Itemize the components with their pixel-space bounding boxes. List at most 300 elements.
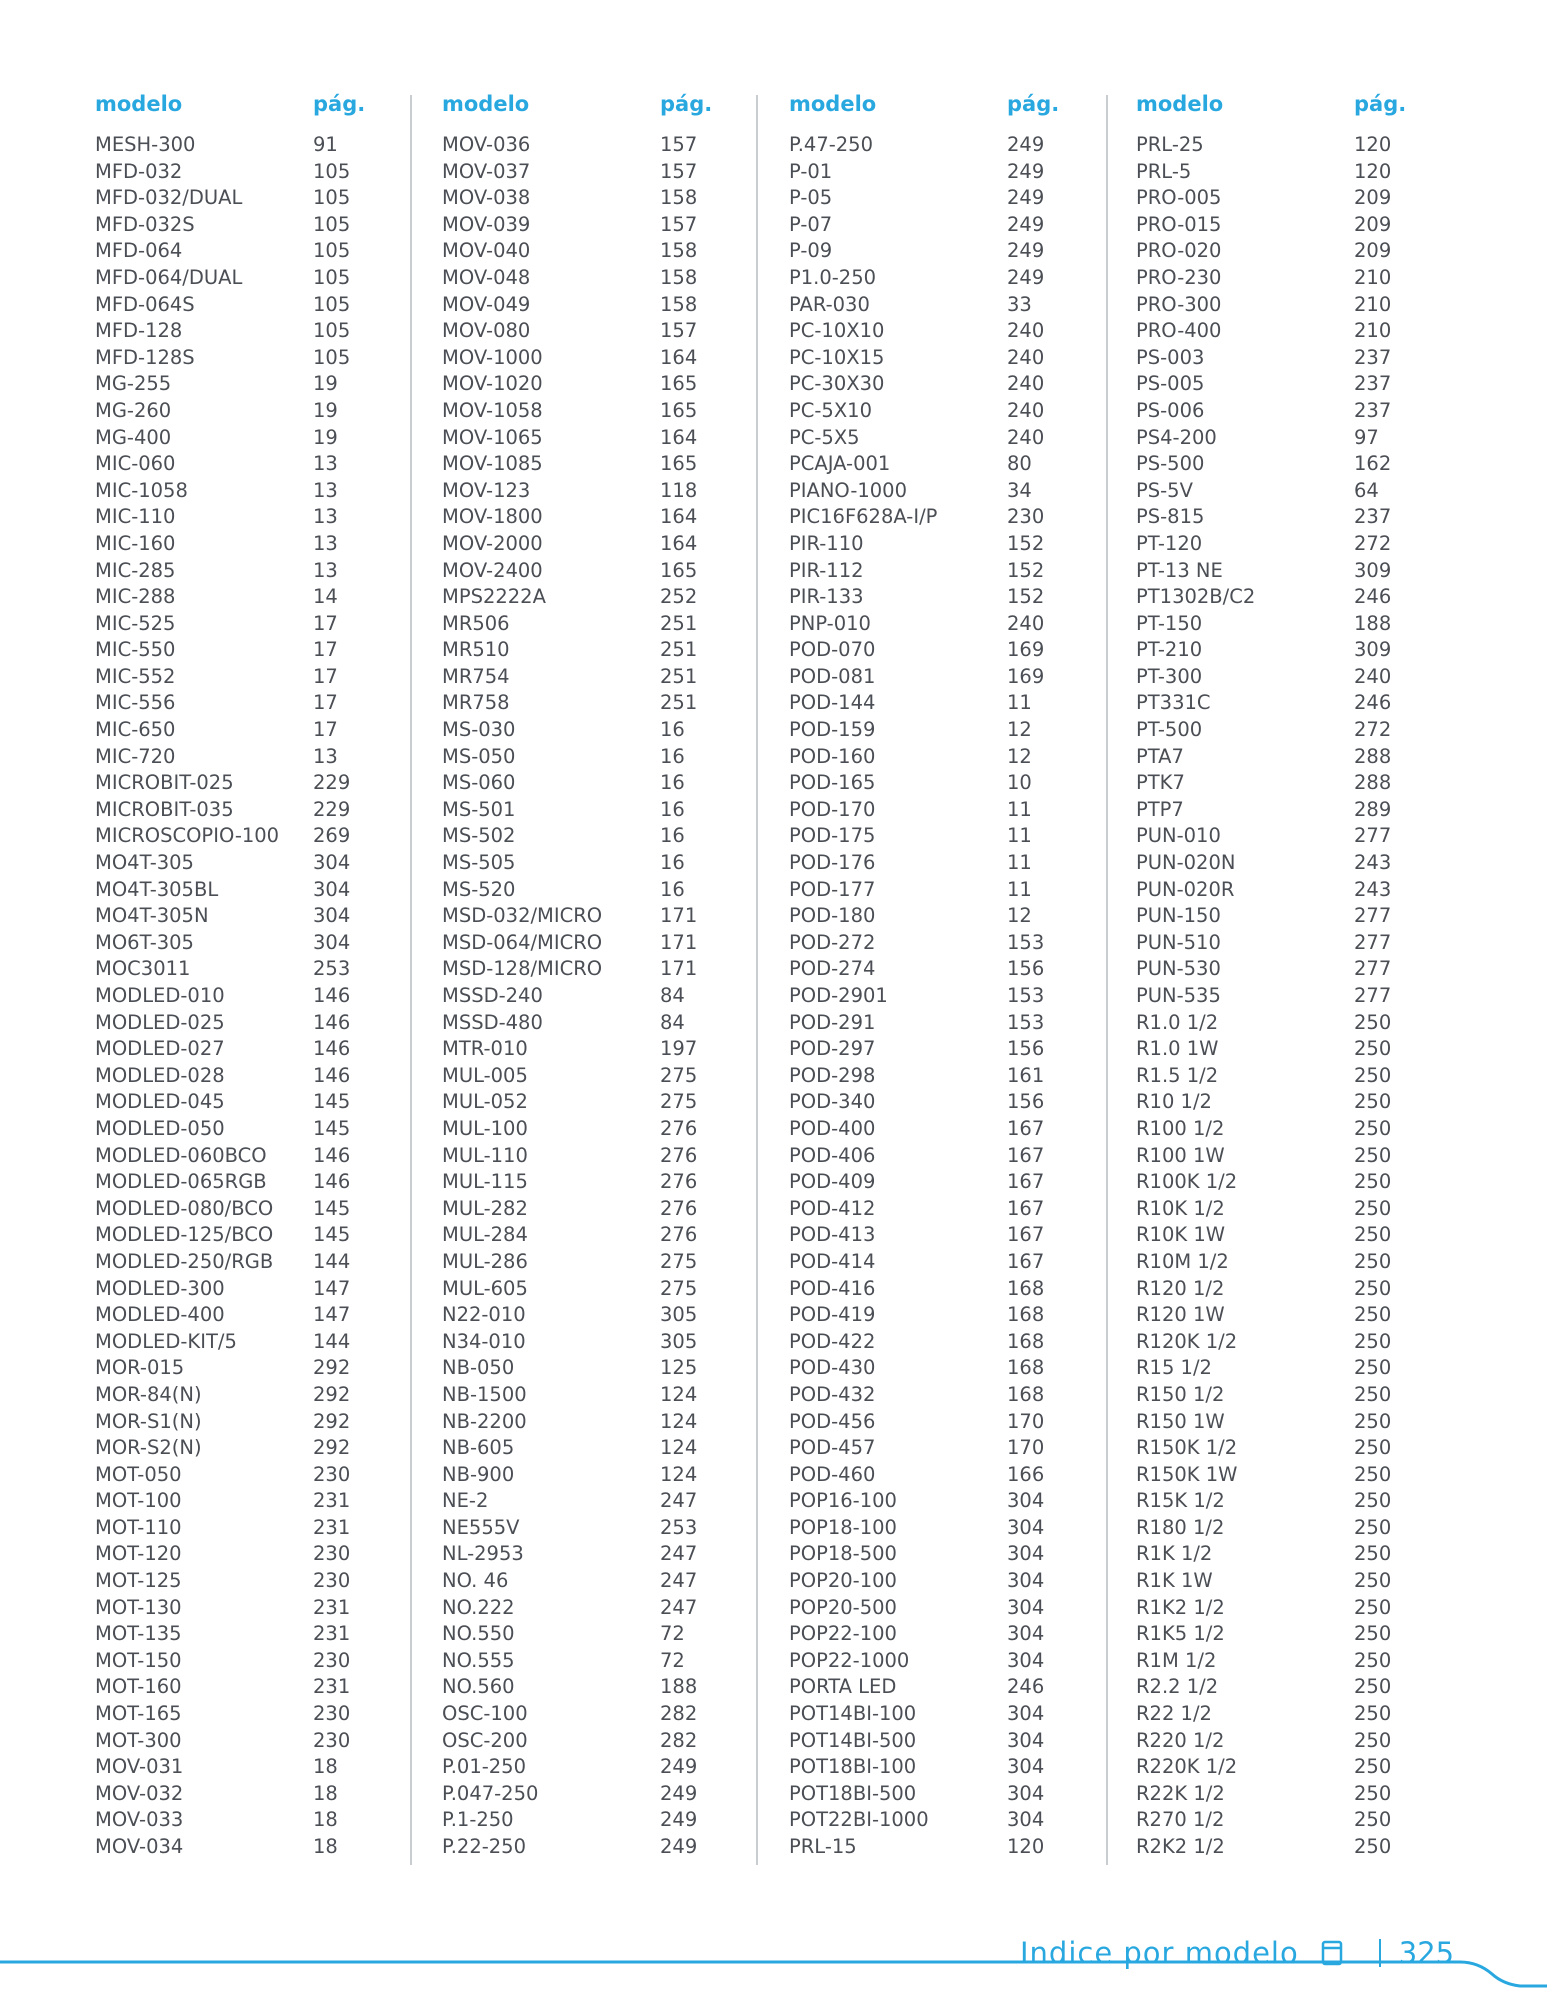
index-row — [1136, 1302, 1436, 1329]
index-row — [442, 1222, 742, 1249]
index-row — [95, 371, 395, 398]
model-code: MUL-100 — [442, 1116, 528, 1140]
model-code: R10K 1/2 — [1136, 1196, 1225, 1220]
index-row — [442, 1382, 742, 1409]
model-code: PC-10X15 — [789, 345, 885, 369]
index-row — [789, 877, 1089, 904]
page-ref: 17 — [313, 638, 338, 662]
model-code: MOR-015 — [95, 1356, 185, 1380]
model-code: MUL-605 — [442, 1276, 528, 1300]
page-ref: 250 — [1354, 1835, 1392, 1858]
model-code: PUN-510 — [1136, 930, 1221, 954]
model-code: R150K 1/2 — [1136, 1436, 1238, 1460]
index-row — [1136, 478, 1436, 505]
page-ref: 144 — [313, 1329, 351, 1353]
index-row — [95, 1249, 395, 1276]
index-row — [1136, 1754, 1436, 1781]
model-code: POD-144 — [789, 691, 876, 715]
model-code: POD-456 — [789, 1409, 876, 1433]
model-code: MUL-115 — [442, 1170, 528, 1194]
model-code: MODLED-045 — [95, 1090, 225, 1114]
model-code: PRO-005 — [1136, 186, 1222, 210]
page-ref: 231 — [313, 1595, 351, 1619]
page-ref: 19 — [313, 425, 338, 449]
index-row — [95, 1196, 395, 1223]
page-ref: 240 — [1007, 398, 1045, 422]
page-ref: 164 — [660, 505, 698, 529]
model-code: PRO-230 — [1136, 265, 1222, 289]
index-row — [442, 1834, 742, 1861]
index-row — [95, 1302, 395, 1329]
page-ref: 250 — [1354, 1781, 1392, 1805]
page-number: 325 — [1398, 1936, 1455, 1970]
index-row — [95, 1036, 395, 1063]
page-ref: 249 — [660, 1755, 698, 1779]
model-code: MODLED-KIT/5 — [95, 1329, 237, 1353]
page-ref: 16 — [660, 851, 685, 875]
model-code: MIC-552 — [95, 664, 176, 688]
index-row — [1136, 1674, 1436, 1701]
model-code: R1K5 1/2 — [1136, 1622, 1225, 1646]
index-row — [442, 1541, 742, 1568]
index-row — [1136, 770, 1436, 797]
model-code: MSSD-240 — [442, 984, 543, 1007]
model-code: R120 1/2 — [1136, 1276, 1225, 1300]
index-row — [442, 185, 742, 212]
index-row — [95, 850, 395, 877]
page-ref: 188 — [660, 1675, 698, 1699]
page-ref: 11 — [1007, 797, 1032, 821]
index-row — [95, 1648, 395, 1675]
model-code: R100 1W — [1136, 1143, 1225, 1167]
model-code: MFD-064S — [95, 292, 195, 316]
column-divider — [756, 95, 758, 1865]
model-code: MOV-1058 — [442, 398, 543, 422]
model-code: R1.5 1/2 — [1136, 1063, 1219, 1087]
page-ref: 305 — [660, 1329, 698, 1353]
page-footer — [1020, 1933, 1454, 1973]
page-ref: 97 — [1354, 425, 1379, 449]
page-ref: 277 — [1354, 824, 1392, 848]
model-code: MOV-036 — [442, 133, 531, 156]
page-ref: 230 — [313, 1702, 351, 1726]
page-ref: 167 — [1007, 1116, 1045, 1140]
model-code: PIR-110 — [789, 531, 864, 555]
model-code: MODLED-025 — [95, 1010, 225, 1034]
model-code: PC-10X10 — [789, 319, 885, 343]
page-ref: 145 — [313, 1090, 351, 1114]
model-code: MOR-S1(N) — [95, 1409, 202, 1433]
model-code: MO4T-305BL — [95, 877, 219, 901]
model-header: modelo — [789, 92, 877, 116]
page-ref: 304 — [313, 877, 351, 901]
page-header: pág. — [660, 92, 713, 116]
model-code: R15 1/2 — [1136, 1356, 1212, 1380]
index-row — [95, 797, 395, 824]
index-row — [95, 930, 395, 957]
page-ref: 276 — [660, 1223, 698, 1247]
model-code: POP22-100 — [789, 1622, 897, 1646]
page-ref: 168 — [1007, 1303, 1045, 1327]
index-row — [442, 212, 742, 239]
index-row — [789, 823, 1089, 850]
index-rows — [789, 132, 1089, 1861]
index-row — [1136, 132, 1436, 159]
model-code: MUL-110 — [442, 1143, 528, 1167]
model-code: MODLED-300 — [95, 1276, 225, 1300]
page-ref: 250 — [1354, 1249, 1392, 1273]
model-code: P.01-250 — [442, 1755, 526, 1779]
index-row — [442, 1781, 742, 1808]
index-row — [1136, 1781, 1436, 1808]
index-rows — [1136, 132, 1436, 1861]
model-code: MIC-288 — [95, 585, 176, 609]
index-row — [442, 1754, 742, 1781]
index-row — [95, 1063, 395, 1090]
index-row — [789, 1621, 1089, 1648]
page-ref: 250 — [1354, 1143, 1392, 1167]
index-row — [1136, 1515, 1436, 1542]
index-row — [95, 558, 395, 585]
index-row — [95, 1621, 395, 1648]
model-code: MODLED-080/BCO — [95, 1196, 274, 1220]
model-code: POD-180 — [789, 904, 876, 928]
page-ref: 171 — [660, 904, 698, 928]
page-ref: 168 — [1007, 1382, 1045, 1406]
model-code: MOV-048 — [442, 265, 531, 289]
page-ref: 72 — [660, 1648, 685, 1672]
page-ref: 250 — [1354, 1356, 1392, 1380]
index-row — [442, 1488, 742, 1515]
model-code: MR758 — [442, 691, 510, 715]
model-code: POD-412 — [789, 1196, 876, 1220]
page-ref: 18 — [313, 1781, 338, 1805]
page-ref: 105 — [313, 319, 351, 343]
model-code: R270 1/2 — [1136, 1808, 1225, 1832]
page-ref: 13 — [313, 531, 338, 555]
model-code: MOV-080 — [442, 319, 531, 343]
index-row — [1136, 983, 1436, 1010]
index-row — [789, 1302, 1089, 1329]
page-ref: 125 — [660, 1356, 698, 1380]
page-ref: 231 — [313, 1622, 351, 1646]
model-code: MOV-031 — [95, 1755, 184, 1779]
page-ref: 230 — [313, 1569, 351, 1593]
model-code: POD-2901 — [789, 984, 888, 1007]
page-ref: 146 — [313, 1143, 351, 1167]
index-row — [95, 1222, 395, 1249]
model-code: POD-457 — [789, 1436, 876, 1460]
index-row — [789, 1515, 1089, 1542]
page-ref: 289 — [1354, 797, 1392, 821]
model-code: PCAJA-001 — [789, 452, 891, 476]
page-header: pág. — [1354, 92, 1407, 116]
page-ref: 240 — [1007, 611, 1045, 635]
index-row — [789, 185, 1089, 212]
model-code: MOT-150 — [95, 1648, 182, 1672]
index-row — [1136, 1488, 1436, 1515]
model-code: POD-409 — [789, 1170, 876, 1194]
index-row — [1136, 531, 1436, 558]
index-row — [442, 345, 742, 372]
index-row — [442, 292, 742, 319]
model-code: P.1-250 — [442, 1808, 514, 1832]
page-ref: 16 — [660, 824, 685, 848]
index-row — [1136, 744, 1436, 771]
index-row — [789, 531, 1089, 558]
page-ref: 153 — [1007, 984, 1045, 1007]
index-row — [95, 1781, 395, 1808]
page-ref: 165 — [660, 398, 698, 422]
model-code: R10M 1/2 — [1136, 1249, 1229, 1273]
index-row — [442, 823, 742, 850]
model-code: MICROSCOPIO-100 — [95, 824, 280, 848]
page-ref: 304 — [1007, 1542, 1045, 1566]
model-code: MSSD-480 — [442, 1010, 543, 1034]
page-ref: 34 — [1007, 478, 1032, 502]
model-code: POD-274 — [789, 957, 876, 981]
page-ref: 250 — [1354, 1542, 1392, 1566]
model-code: R1M 1/2 — [1136, 1648, 1217, 1672]
model-code: PUN-020N — [1136, 851, 1236, 875]
index-row — [789, 1701, 1089, 1728]
page-ref: 145 — [313, 1116, 351, 1140]
index-row — [95, 770, 395, 797]
model-code: NO. 46 — [442, 1569, 509, 1593]
index-row — [442, 531, 742, 558]
index-row — [442, 1089, 742, 1116]
model-code: R100K 1/2 — [1136, 1170, 1238, 1194]
model-code: NB-050 — [442, 1356, 515, 1380]
model-code: P-09 — [789, 239, 833, 263]
model-code: PTP7 — [1136, 797, 1184, 821]
model-code: P-05 — [789, 186, 833, 210]
index-row — [95, 744, 395, 771]
index-row — [95, 238, 395, 265]
model-code: PRL-15 — [789, 1835, 857, 1858]
page-ref: 72 — [660, 1622, 685, 1646]
model-code: MIC-160 — [95, 531, 176, 555]
page-ref: 105 — [313, 265, 351, 289]
page-ref: 105 — [313, 239, 351, 263]
index-row — [789, 637, 1089, 664]
index-row — [789, 611, 1089, 638]
page-ref: 157 — [660, 212, 698, 236]
model-code: R2K2 1/2 — [1136, 1835, 1225, 1858]
page-ref: 171 — [660, 957, 698, 981]
index-row — [789, 770, 1089, 797]
page-ref: 168 — [1007, 1356, 1045, 1380]
page-ref: 250 — [1354, 1223, 1392, 1247]
model-code: POD-159 — [789, 718, 876, 742]
model-code: MOT-100 — [95, 1489, 182, 1513]
index-row — [789, 1754, 1089, 1781]
page-ref: 251 — [660, 611, 698, 635]
model-code: MUL-282 — [442, 1196, 528, 1220]
model-code: NO.555 — [442, 1648, 515, 1672]
index-row — [789, 1276, 1089, 1303]
index-row — [1136, 1435, 1436, 1462]
index-row — [1136, 1355, 1436, 1382]
page-ref: 14 — [313, 585, 338, 609]
page-ref: 162 — [1354, 452, 1392, 476]
page-ref: 288 — [1354, 771, 1392, 795]
model-code: MOV-1085 — [442, 452, 543, 476]
model-code: R10K 1W — [1136, 1223, 1226, 1247]
model-code: MR510 — [442, 638, 510, 662]
page-ref: 16 — [660, 771, 685, 795]
model-code: MS-502 — [442, 824, 516, 848]
model-code: NE555V — [442, 1515, 520, 1539]
index-row — [789, 1488, 1089, 1515]
page-ref: 277 — [1354, 930, 1392, 954]
model-code: R22K 1/2 — [1136, 1781, 1225, 1805]
index-row — [1136, 159, 1436, 186]
model-code: R2.2 1/2 — [1136, 1675, 1219, 1699]
model-code: MR754 — [442, 664, 510, 688]
page-ref: 19 — [313, 398, 338, 422]
page-ref: 276 — [660, 1196, 698, 1220]
index-row — [442, 1515, 742, 1542]
page-ref: 146 — [313, 1010, 351, 1034]
page-ref: 253 — [660, 1515, 698, 1539]
page-ref: 167 — [1007, 1196, 1045, 1220]
page-ref: 249 — [1007, 159, 1045, 183]
index-row — [1136, 850, 1436, 877]
model-code: MR506 — [442, 611, 510, 635]
index-row — [789, 584, 1089, 611]
model-code: POD-170 — [789, 797, 876, 821]
page-ref: 250 — [1354, 1382, 1392, 1406]
model-code: R1.0 1/2 — [1136, 1010, 1219, 1034]
index-row — [789, 690, 1089, 717]
page-ref: 145 — [313, 1196, 351, 1220]
model-code: POT18BI-100 — [789, 1755, 917, 1779]
model-code: POD-460 — [789, 1462, 876, 1486]
model-code: R120K 1/2 — [1136, 1329, 1238, 1353]
index-row — [442, 1169, 742, 1196]
page-ref: 18 — [313, 1755, 338, 1779]
index-row — [442, 690, 742, 717]
index-row — [95, 1568, 395, 1595]
model-code: P-07 — [789, 212, 833, 236]
model-code: R120 1W — [1136, 1303, 1225, 1327]
model-code: POT14BI-500 — [789, 1728, 917, 1752]
index-row — [442, 770, 742, 797]
index-row — [95, 1754, 395, 1781]
page-ref: 17 — [313, 691, 338, 715]
index-row — [789, 1728, 1089, 1755]
model-code: PAR-030 — [789, 292, 870, 316]
model-code: PT-500 — [1136, 718, 1203, 742]
model-code: POP18-100 — [789, 1515, 897, 1539]
index-row — [789, 478, 1089, 505]
page-ref: 230 — [313, 1542, 351, 1566]
page-ref: 250 — [1354, 1010, 1392, 1034]
page-ref: 229 — [313, 797, 351, 821]
page-ref: 304 — [1007, 1595, 1045, 1619]
index-row — [789, 1169, 1089, 1196]
index-row — [442, 1728, 742, 1755]
index-row — [789, 744, 1089, 771]
index-row — [95, 1010, 395, 1037]
model-code: POT22BI-1000 — [789, 1808, 929, 1832]
model-code: MOT-120 — [95, 1542, 182, 1566]
page-ref: 269 — [313, 824, 351, 848]
page-ref: 309 — [1354, 638, 1392, 662]
model-code: POD-177 — [789, 877, 876, 901]
column-divider — [1106, 95, 1108, 1865]
model-code: PS-815 — [1136, 505, 1205, 529]
page-ref: 231 — [313, 1515, 351, 1539]
page-ref: 147 — [313, 1303, 351, 1327]
index-row — [442, 664, 742, 691]
model-code: PT-210 — [1136, 638, 1203, 662]
index-row — [789, 930, 1089, 957]
page-ref: 158 — [660, 186, 698, 210]
index-row — [95, 1329, 395, 1356]
model-code: MODLED-250/RGB — [95, 1249, 274, 1273]
model-code: MUL-052 — [442, 1090, 528, 1114]
model-code: POP20-500 — [789, 1595, 897, 1619]
index-row — [789, 1435, 1089, 1462]
page-ref: 120 — [1354, 133, 1392, 156]
index-row — [1136, 1648, 1436, 1675]
index-row — [789, 1541, 1089, 1568]
page-ref: 124 — [660, 1409, 698, 1433]
model-code: MOT-160 — [95, 1675, 182, 1699]
index-row — [95, 717, 395, 744]
model-code: MOT-300 — [95, 1728, 182, 1752]
page-ref: 158 — [660, 265, 698, 289]
model-code: POD-422 — [789, 1329, 876, 1353]
page-ref: 304 — [1007, 1622, 1045, 1646]
page-ref: 169 — [1007, 638, 1045, 662]
index-row — [95, 132, 395, 159]
model-code: MODLED-060BCO — [95, 1143, 267, 1167]
page-ref: 209 — [1354, 186, 1392, 210]
column-header — [95, 92, 395, 132]
model-code: PS-500 — [1136, 452, 1205, 476]
index-row — [95, 292, 395, 319]
model-code: N22-010 — [442, 1303, 526, 1327]
index-row — [789, 265, 1089, 292]
model-code: MIC-525 — [95, 611, 176, 635]
index-row — [95, 318, 395, 345]
index-row — [1136, 504, 1436, 531]
index-row — [789, 1329, 1089, 1356]
index-row — [442, 1355, 742, 1382]
page-ref: 240 — [1354, 664, 1392, 688]
index-row — [442, 983, 742, 1010]
index-row — [95, 611, 395, 638]
page-ref: 16 — [660, 877, 685, 901]
model-code: POD-297 — [789, 1037, 876, 1061]
page-ref: 168 — [1007, 1276, 1045, 1300]
model-code: R220 1/2 — [1136, 1728, 1225, 1752]
model-code: MS-030 — [442, 718, 516, 742]
page-ref: 84 — [660, 984, 685, 1007]
page-ref: 250 — [1354, 1037, 1392, 1061]
page-ref: 158 — [660, 292, 698, 316]
model-code: MOV-049 — [442, 292, 531, 316]
index-row — [442, 238, 742, 265]
page-ref: 231 — [313, 1489, 351, 1513]
index-column-1 — [95, 92, 395, 1861]
model-code: PTK7 — [1136, 771, 1185, 795]
model-code: MTR-010 — [442, 1037, 528, 1061]
model-code: MO4T-305N — [95, 904, 209, 928]
